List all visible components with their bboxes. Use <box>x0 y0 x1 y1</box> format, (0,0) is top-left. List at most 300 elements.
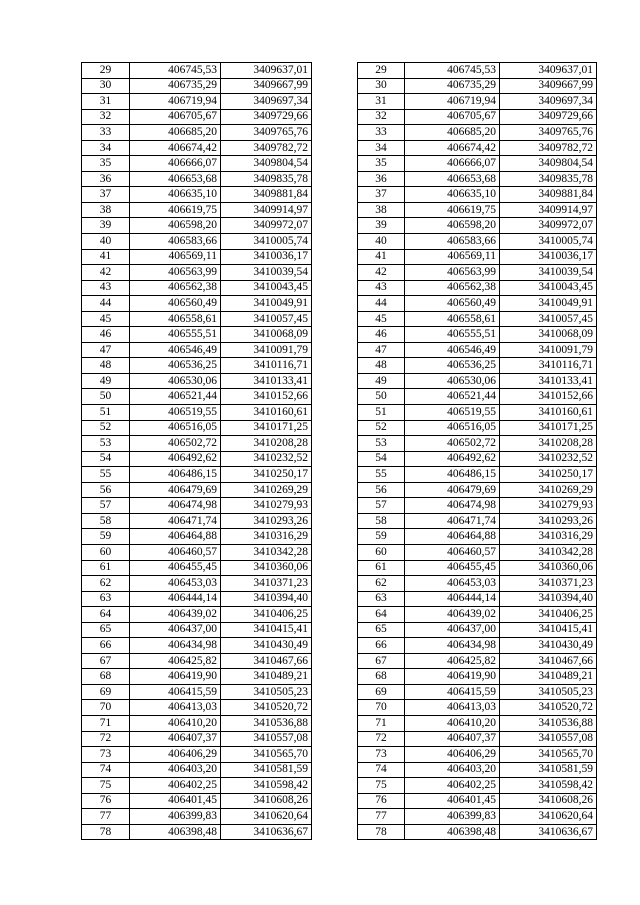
table-row <box>82 234 597 250</box>
column-gap <box>312 731 358 747</box>
right-point-number-cell: 77 <box>358 809 405 825</box>
right-x-coordinate-cell: 406402,25 <box>405 778 500 794</box>
right-x-coordinate-cell: 406562,38 <box>405 280 500 296</box>
table-row <box>82 436 597 452</box>
right-x-coordinate-cell: 406486,15 <box>405 467 500 483</box>
column-gap <box>312 513 358 529</box>
table-row <box>82 467 597 483</box>
left-x-coordinate-cell: 406563,99 <box>130 265 221 281</box>
right-y-coordinate-cell: 3409835,78 <box>500 171 597 187</box>
right-y-coordinate-cell: 3410068,09 <box>500 327 597 343</box>
right-y-coordinate-cell: 3410489,21 <box>500 669 597 685</box>
left-y-coordinate-cell: 3410091,79 <box>221 342 312 358</box>
left-point-number-cell: 73 <box>82 747 130 763</box>
left-point-number-cell: 57 <box>82 498 130 514</box>
left-point-number-cell: 71 <box>82 715 130 731</box>
table-row <box>82 622 597 638</box>
table-row <box>82 607 597 623</box>
left-point-number-cell: 44 <box>82 296 130 312</box>
table-row <box>82 653 597 669</box>
left-x-coordinate-cell: 406460,57 <box>130 544 221 560</box>
right-point-number-cell: 63 <box>358 591 405 607</box>
right-x-coordinate-cell: 406666,07 <box>405 156 500 172</box>
table-row <box>82 715 597 731</box>
column-gap <box>312 94 358 110</box>
left-point-number-cell: 55 <box>82 467 130 483</box>
right-x-coordinate-cell: 406492,62 <box>405 451 500 467</box>
right-y-coordinate-cell: 3410620,64 <box>500 809 597 825</box>
left-y-coordinate-cell: 3409914,97 <box>221 202 312 218</box>
column-gap <box>312 653 358 669</box>
right-y-coordinate-cell: 3410091,79 <box>500 342 597 358</box>
right-point-number-cell: 38 <box>358 202 405 218</box>
right-x-coordinate-cell: 406403,20 <box>405 762 500 778</box>
column-gap <box>312 793 358 809</box>
right-x-coordinate-cell: 406406,29 <box>405 747 500 763</box>
left-point-number-cell: 50 <box>82 389 130 405</box>
right-x-coordinate-cell: 406555,51 <box>405 327 500 343</box>
right-point-number-cell: 45 <box>358 311 405 327</box>
left-point-number-cell: 60 <box>82 544 130 560</box>
table-row <box>82 327 597 343</box>
left-y-coordinate-cell: 3410430,49 <box>221 638 312 654</box>
left-point-number-cell: 77 <box>82 809 130 825</box>
right-y-coordinate-cell: 3409729,66 <box>500 109 597 125</box>
left-x-coordinate-cell: 406516,05 <box>130 420 221 436</box>
column-gap <box>312 607 358 623</box>
table-row <box>82 778 597 794</box>
left-x-coordinate-cell: 406434,98 <box>130 638 221 654</box>
right-y-coordinate-cell: 3410598,42 <box>500 778 597 794</box>
right-point-number-cell: 37 <box>358 187 405 203</box>
table-row <box>82 296 597 312</box>
right-x-coordinate-cell: 406425,82 <box>405 653 500 669</box>
right-point-number-cell: 74 <box>358 762 405 778</box>
table-row <box>82 638 597 654</box>
right-y-coordinate-cell: 3410430,49 <box>500 638 597 654</box>
right-point-number-cell: 62 <box>358 576 405 592</box>
table-row <box>82 451 597 467</box>
left-y-coordinate-cell: 3410489,21 <box>221 669 312 685</box>
right-y-coordinate-cell: 3410557,08 <box>500 731 597 747</box>
left-point-number-cell: 72 <box>82 731 130 747</box>
right-point-number-cell: 33 <box>358 125 405 141</box>
right-x-coordinate-cell: 406705,67 <box>405 109 500 125</box>
column-gap <box>312 109 358 125</box>
coordinates-table <box>81 62 597 840</box>
right-x-coordinate-cell: 406516,05 <box>405 420 500 436</box>
right-x-coordinate-cell: 406399,83 <box>405 809 500 825</box>
column-gap <box>312 467 358 483</box>
left-y-coordinate-cell: 3410208,28 <box>221 436 312 452</box>
right-x-coordinate-cell: 406437,00 <box>405 622 500 638</box>
left-y-coordinate-cell: 3410371,23 <box>221 576 312 592</box>
table-row <box>82 529 597 545</box>
left-x-coordinate-cell: 406735,29 <box>130 78 221 94</box>
right-y-coordinate-cell: 3410415,41 <box>500 622 597 638</box>
left-point-number-cell: 41 <box>82 249 130 265</box>
right-point-number-cell: 52 <box>358 420 405 436</box>
column-gap <box>312 249 358 265</box>
table-row <box>82 78 597 94</box>
table-row <box>82 669 597 685</box>
right-x-coordinate-cell: 406419,90 <box>405 669 500 685</box>
column-gap <box>312 187 358 203</box>
column-gap <box>312 280 358 296</box>
table-row <box>82 342 597 358</box>
left-point-number-cell: 53 <box>82 436 130 452</box>
left-point-number-cell: 31 <box>82 94 130 110</box>
left-x-coordinate-cell: 406399,83 <box>130 809 221 825</box>
left-point-number-cell: 43 <box>82 280 130 296</box>
right-point-number-cell: 72 <box>358 731 405 747</box>
column-gap <box>312 560 358 576</box>
right-x-coordinate-cell: 406619,75 <box>405 202 500 218</box>
right-x-coordinate-cell: 406558,61 <box>405 311 500 327</box>
right-x-coordinate-cell: 406521,44 <box>405 389 500 405</box>
right-y-coordinate-cell: 3410316,29 <box>500 529 597 545</box>
left-point-number-cell: 76 <box>82 793 130 809</box>
right-point-number-cell: 75 <box>358 778 405 794</box>
table-row <box>82 498 597 514</box>
right-y-coordinate-cell: 3410057,45 <box>500 311 597 327</box>
left-y-coordinate-cell: 3410520,72 <box>221 700 312 716</box>
left-point-number-cell: 70 <box>82 700 130 716</box>
right-x-coordinate-cell: 406398,48 <box>405 824 500 840</box>
table-row <box>82 311 597 327</box>
left-y-coordinate-cell: 3409835,78 <box>221 171 312 187</box>
table-row <box>82 187 597 203</box>
left-x-coordinate-cell: 406439,02 <box>130 607 221 623</box>
left-x-coordinate-cell: 406410,20 <box>130 715 221 731</box>
column-gap <box>312 544 358 560</box>
left-point-number-cell: 45 <box>82 311 130 327</box>
left-x-coordinate-cell: 406407,37 <box>130 731 221 747</box>
table-row <box>82 265 597 281</box>
right-y-coordinate-cell: 3410360,06 <box>500 560 597 576</box>
right-x-coordinate-cell: 406519,55 <box>405 405 500 421</box>
table-row <box>82 358 597 374</box>
right-point-number-cell: 58 <box>358 513 405 529</box>
right-y-coordinate-cell: 3410160,61 <box>500 405 597 421</box>
right-point-number-cell: 66 <box>358 638 405 654</box>
right-y-coordinate-cell: 3410371,23 <box>500 576 597 592</box>
right-point-number-cell: 56 <box>358 482 405 498</box>
right-point-number-cell: 51 <box>358 405 405 421</box>
left-y-coordinate-cell: 3410608,26 <box>221 793 312 809</box>
left-y-coordinate-cell: 3409697,34 <box>221 94 312 110</box>
left-x-coordinate-cell: 406598,20 <box>130 218 221 234</box>
table-row <box>82 700 597 716</box>
right-y-coordinate-cell: 3410043,45 <box>500 280 597 296</box>
right-x-coordinate-cell: 406460,57 <box>405 544 500 560</box>
left-x-coordinate-cell: 406471,74 <box>130 513 221 529</box>
left-x-coordinate-cell: 406521,44 <box>130 389 221 405</box>
right-x-coordinate-cell: 406745,53 <box>405 63 500 79</box>
left-point-number-cell: 33 <box>82 125 130 141</box>
left-x-coordinate-cell: 406619,75 <box>130 202 221 218</box>
left-y-coordinate-cell: 3410116,71 <box>221 358 312 374</box>
right-point-number-cell: 35 <box>358 156 405 172</box>
left-x-coordinate-cell: 406502,72 <box>130 436 221 452</box>
column-gap <box>312 327 358 343</box>
column-gap <box>312 809 358 825</box>
right-point-number-cell: 47 <box>358 342 405 358</box>
left-x-coordinate-cell: 406583,66 <box>130 234 221 250</box>
left-x-coordinate-cell: 406569,11 <box>130 249 221 265</box>
right-point-number-cell: 49 <box>358 373 405 389</box>
right-y-coordinate-cell: 3410152,66 <box>500 389 597 405</box>
left-x-coordinate-cell: 406560,49 <box>130 296 221 312</box>
column-gap <box>312 389 358 405</box>
table-row <box>82 482 597 498</box>
left-y-coordinate-cell: 3410036,17 <box>221 249 312 265</box>
left-point-number-cell: 74 <box>82 762 130 778</box>
right-x-coordinate-cell: 406471,74 <box>405 513 500 529</box>
right-x-coordinate-cell: 406635,10 <box>405 187 500 203</box>
table-row <box>82 576 597 592</box>
right-point-number-cell: 59 <box>358 529 405 545</box>
left-point-number-cell: 29 <box>82 63 130 79</box>
right-x-coordinate-cell: 406502,72 <box>405 436 500 452</box>
column-gap <box>312 669 358 685</box>
left-x-coordinate-cell: 406474,98 <box>130 498 221 514</box>
left-y-coordinate-cell: 3409637,01 <box>221 63 312 79</box>
right-y-coordinate-cell: 3410208,28 <box>500 436 597 452</box>
table-row <box>82 171 597 187</box>
right-y-coordinate-cell: 3409667,99 <box>500 78 597 94</box>
right-y-coordinate-cell: 3410467,66 <box>500 653 597 669</box>
left-y-coordinate-cell: 3410598,42 <box>221 778 312 794</box>
left-point-number-cell: 38 <box>82 202 130 218</box>
left-point-number-cell: 49 <box>82 373 130 389</box>
right-y-coordinate-cell: 3410005,74 <box>500 234 597 250</box>
column-gap <box>312 700 358 716</box>
left-x-coordinate-cell: 406464,88 <box>130 529 221 545</box>
left-point-number-cell: 75 <box>82 778 130 794</box>
left-y-coordinate-cell: 3410279,93 <box>221 498 312 514</box>
left-y-coordinate-cell: 3410406,25 <box>221 607 312 623</box>
left-x-coordinate-cell: 406546,49 <box>130 342 221 358</box>
right-y-coordinate-cell: 3410039,54 <box>500 265 597 281</box>
right-point-number-cell: 69 <box>358 684 405 700</box>
table-row <box>82 684 597 700</box>
table-row <box>82 544 597 560</box>
table-row <box>82 762 597 778</box>
left-y-coordinate-cell: 3410467,66 <box>221 653 312 669</box>
column-gap <box>312 824 358 840</box>
left-point-number-cell: 67 <box>82 653 130 669</box>
column-gap <box>312 234 358 250</box>
column-gap <box>312 202 358 218</box>
column-gap <box>312 156 358 172</box>
table-row <box>82 513 597 529</box>
left-point-number-cell: 56 <box>82 482 130 498</box>
left-y-coordinate-cell: 3410057,45 <box>221 311 312 327</box>
left-point-number-cell: 68 <box>82 669 130 685</box>
right-x-coordinate-cell: 406474,98 <box>405 498 500 514</box>
left-x-coordinate-cell: 406486,15 <box>130 467 221 483</box>
left-y-coordinate-cell: 3410049,91 <box>221 296 312 312</box>
left-x-coordinate-cell: 406398,48 <box>130 824 221 840</box>
left-point-number-cell: 37 <box>82 187 130 203</box>
column-gap <box>312 358 358 374</box>
right-y-coordinate-cell: 3409782,72 <box>500 140 597 156</box>
right-x-coordinate-cell: 406415,59 <box>405 684 500 700</box>
right-y-coordinate-cell: 3410171,25 <box>500 420 597 436</box>
right-x-coordinate-cell: 406674,42 <box>405 140 500 156</box>
left-x-coordinate-cell: 406492,62 <box>130 451 221 467</box>
right-point-number-cell: 46 <box>358 327 405 343</box>
left-y-coordinate-cell: 3409782,72 <box>221 140 312 156</box>
left-x-coordinate-cell: 406562,38 <box>130 280 221 296</box>
left-x-coordinate-cell: 406653,68 <box>130 171 221 187</box>
left-x-coordinate-cell: 406453,03 <box>130 576 221 592</box>
right-y-coordinate-cell: 3409881,84 <box>500 187 597 203</box>
right-point-number-cell: 29 <box>358 63 405 79</box>
left-x-coordinate-cell: 406401,45 <box>130 793 221 809</box>
column-gap <box>312 218 358 234</box>
right-y-coordinate-cell: 3410342,28 <box>500 544 597 560</box>
right-x-coordinate-cell: 406719,94 <box>405 94 500 110</box>
column-gap <box>312 451 358 467</box>
left-y-coordinate-cell: 3410620,64 <box>221 809 312 825</box>
table-row <box>82 218 597 234</box>
right-x-coordinate-cell: 406455,45 <box>405 560 500 576</box>
left-y-coordinate-cell: 3410250,17 <box>221 467 312 483</box>
left-y-coordinate-cell: 3410505,23 <box>221 684 312 700</box>
right-point-number-cell: 65 <box>358 622 405 638</box>
left-x-coordinate-cell: 406674,42 <box>130 140 221 156</box>
right-x-coordinate-cell: 406479,69 <box>405 482 500 498</box>
right-y-coordinate-cell: 3409804,54 <box>500 156 597 172</box>
left-y-coordinate-cell: 3410557,08 <box>221 731 312 747</box>
right-x-coordinate-cell: 406546,49 <box>405 342 500 358</box>
column-gap <box>312 342 358 358</box>
right-point-number-cell: 61 <box>358 560 405 576</box>
right-y-coordinate-cell: 3410536,88 <box>500 715 597 731</box>
right-point-number-cell: 55 <box>358 467 405 483</box>
right-y-coordinate-cell: 3409914,97 <box>500 202 597 218</box>
left-x-coordinate-cell: 406415,59 <box>130 684 221 700</box>
right-x-coordinate-cell: 406598,20 <box>405 218 500 234</box>
right-y-coordinate-cell: 3410406,25 <box>500 607 597 623</box>
left-y-coordinate-cell: 3410039,54 <box>221 265 312 281</box>
left-point-number-cell: 34 <box>82 140 130 156</box>
column-gap <box>312 778 358 794</box>
right-y-coordinate-cell: 3409697,34 <box>500 94 597 110</box>
table-row <box>82 747 597 763</box>
left-y-coordinate-cell: 3410342,28 <box>221 544 312 560</box>
left-point-number-cell: 69 <box>82 684 130 700</box>
left-point-number-cell: 36 <box>82 171 130 187</box>
right-point-number-cell: 39 <box>358 218 405 234</box>
right-x-coordinate-cell: 406560,49 <box>405 296 500 312</box>
column-gap <box>312 684 358 700</box>
left-x-coordinate-cell: 406519,55 <box>130 405 221 421</box>
left-y-coordinate-cell: 3410005,74 <box>221 234 312 250</box>
left-point-number-cell: 66 <box>82 638 130 654</box>
table-row <box>82 560 597 576</box>
column-gap <box>312 420 358 436</box>
column-gap <box>312 638 358 654</box>
right-x-coordinate-cell: 406439,02 <box>405 607 500 623</box>
table-row <box>82 591 597 607</box>
table-row <box>82 280 597 296</box>
right-x-coordinate-cell: 406401,45 <box>405 793 500 809</box>
right-y-coordinate-cell: 3410036,17 <box>500 249 597 265</box>
right-y-coordinate-cell: 3410269,29 <box>500 482 597 498</box>
column-gap <box>312 140 358 156</box>
right-y-coordinate-cell: 3410293,26 <box>500 513 597 529</box>
right-y-coordinate-cell: 3410636,67 <box>500 824 597 840</box>
right-y-coordinate-cell: 3410133,41 <box>500 373 597 389</box>
table-row <box>82 202 597 218</box>
left-x-coordinate-cell: 406719,94 <box>130 94 221 110</box>
right-point-number-cell: 71 <box>358 715 405 731</box>
right-point-number-cell: 54 <box>358 451 405 467</box>
left-point-number-cell: 52 <box>82 420 130 436</box>
right-y-coordinate-cell: 3410520,72 <box>500 700 597 716</box>
left-point-number-cell: 42 <box>82 265 130 281</box>
column-gap <box>312 747 358 763</box>
column-gap <box>312 78 358 94</box>
right-point-number-cell: 50 <box>358 389 405 405</box>
right-x-coordinate-cell: 406407,37 <box>405 731 500 747</box>
left-point-number-cell: 58 <box>82 513 130 529</box>
right-x-coordinate-cell: 406530,06 <box>405 373 500 389</box>
column-gap <box>312 715 358 731</box>
right-point-number-cell: 57 <box>358 498 405 514</box>
table-row <box>82 824 597 840</box>
left-point-number-cell: 32 <box>82 109 130 125</box>
column-gap <box>312 529 358 545</box>
right-point-number-cell: 43 <box>358 280 405 296</box>
right-point-number-cell: 30 <box>358 78 405 94</box>
left-y-coordinate-cell: 3409667,99 <box>221 78 312 94</box>
column-gap <box>312 498 358 514</box>
left-x-coordinate-cell: 406530,06 <box>130 373 221 389</box>
left-y-coordinate-cell: 3410565,70 <box>221 747 312 763</box>
right-y-coordinate-cell: 3410581,59 <box>500 762 597 778</box>
right-y-coordinate-cell: 3410608,26 <box>500 793 597 809</box>
column-gap <box>312 576 358 592</box>
column-gap <box>312 63 358 79</box>
left-x-coordinate-cell: 406406,29 <box>130 747 221 763</box>
table-row <box>82 809 597 825</box>
right-point-number-cell: 70 <box>358 700 405 716</box>
column-gap <box>312 482 358 498</box>
left-point-number-cell: 39 <box>82 218 130 234</box>
column-gap <box>312 296 358 312</box>
left-y-coordinate-cell: 3410171,25 <box>221 420 312 436</box>
table-row <box>82 63 597 79</box>
right-x-coordinate-cell: 406583,66 <box>405 234 500 250</box>
right-y-coordinate-cell: 3409972,07 <box>500 218 597 234</box>
left-x-coordinate-cell: 406479,69 <box>130 482 221 498</box>
left-point-number-cell: 61 <box>82 560 130 576</box>
coordinates-table-body <box>82 63 597 840</box>
column-gap <box>312 125 358 141</box>
right-point-number-cell: 78 <box>358 824 405 840</box>
right-y-coordinate-cell: 3410394,40 <box>500 591 597 607</box>
right-point-number-cell: 76 <box>358 793 405 809</box>
left-y-coordinate-cell: 3410043,45 <box>221 280 312 296</box>
left-x-coordinate-cell: 406685,20 <box>130 125 221 141</box>
left-x-coordinate-cell: 406536,25 <box>130 358 221 374</box>
right-point-number-cell: 53 <box>358 436 405 452</box>
right-point-number-cell: 42 <box>358 265 405 281</box>
